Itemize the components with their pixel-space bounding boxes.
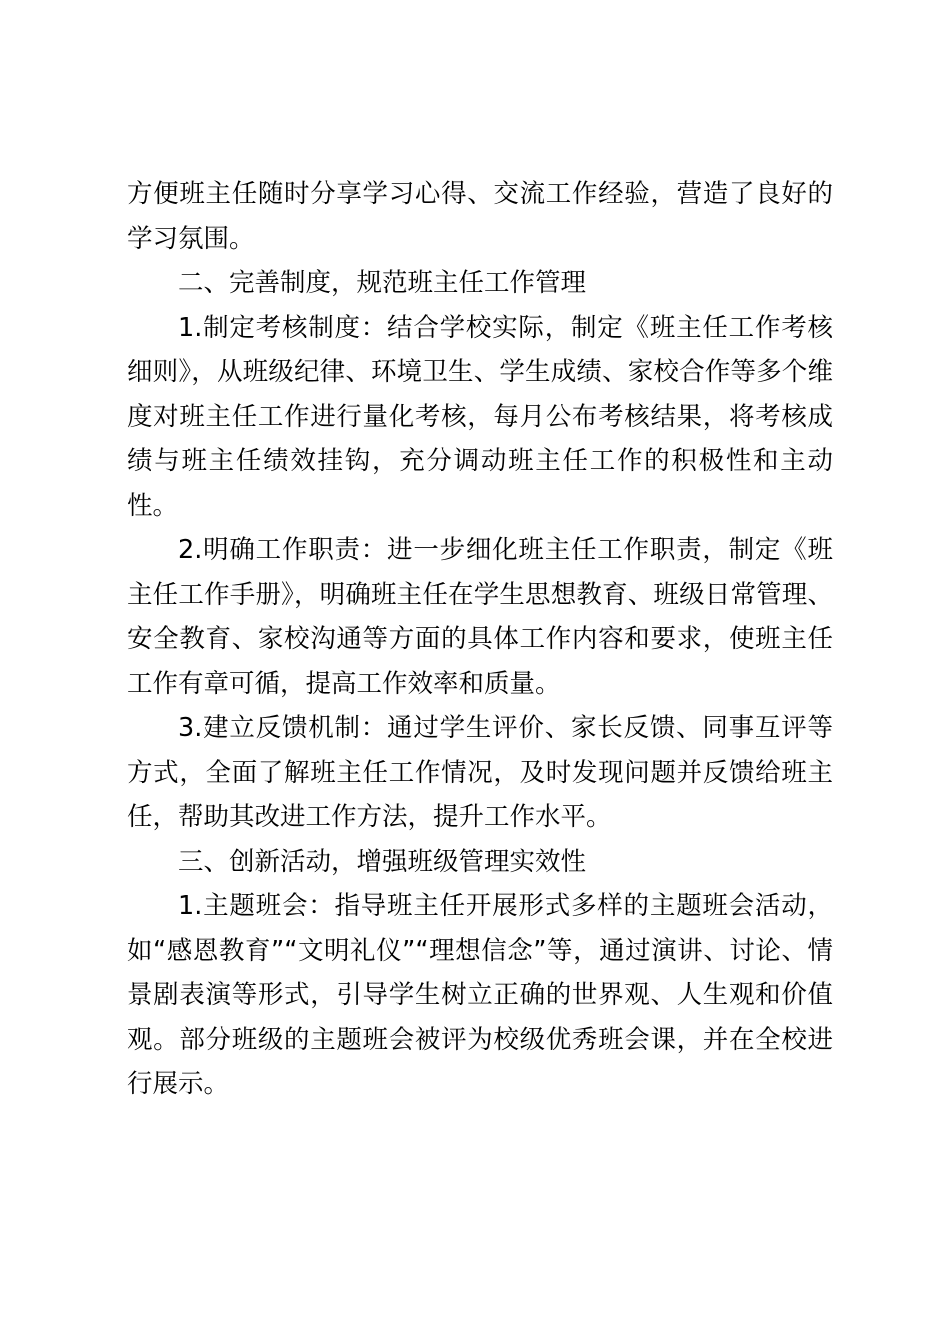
paragraph-continuation: 方便班主任随时分享学习心得、交流工作经验，营造了良好的学习氛围。 (127, 179, 833, 254)
paragraph-feedback-mechanism: 3.建立反馈机制：通过学生评价、家长反馈、同事互评等方式，全面了解班主任工作情况，及时发现问题并反馈给班主任，帮助其改进工作方法，提升工作水平。 (127, 713, 833, 832)
paragraph-assessment-system: 1.制定考核制度：结合学校实际，制定《班主任工作考核细则》，从班级纪律、环境卫生、学生成绩、家校合作等多个维度对班主任工作进行量化考核，每月公布考核结果，将考核成绩与班主任绩效挂钩，充分调动班主任工作的积极性和主动性。 (127, 312, 833, 521)
section-heading-3: 三、创新活动，增强班级管理实效性 (178, 846, 587, 877)
paragraph-job-duties: 2.明确工作职责：进一步细化班主任工作职责，制定《班主任工作手册》，明确班主任在学生思想教育、班级日常管理、安全教育、家校沟通等方面的具体工作内容和要求，使班主任工作有章可循，提高工作效率和质量。 (127, 535, 833, 699)
section-heading-2: 二、完善制度，规范班主任工作管理 (178, 268, 587, 298)
paragraph-theme-class-meeting: 1.主题班会：指导班主任开展形式多样的主题班会活动，如“感恩教育”“文明礼仪”“理想信念”等，通过演讲、讨论、情景剧表演等形式，引导学生树立正确的世界观、人生观和价值观。部分班级的主题班会被评为校级优秀班会课，并在全校进行展示。 (127, 891, 833, 1099)
document-body (127, 172, 833, 1107)
